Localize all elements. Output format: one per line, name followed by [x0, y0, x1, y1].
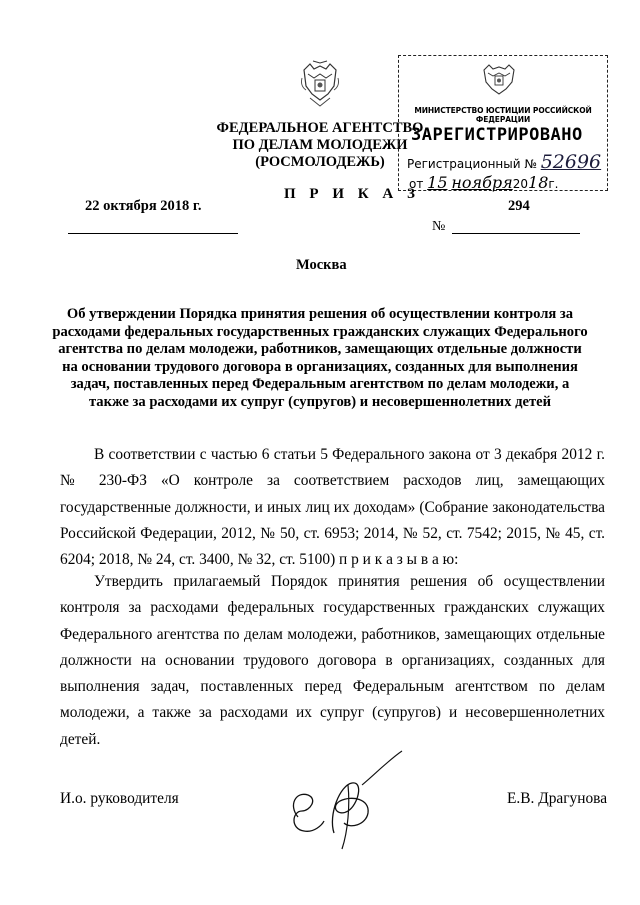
registration-stamp	[398, 55, 608, 191]
stamp-date-month: ноября	[451, 173, 513, 192]
stamp-date-suffix: г.	[548, 177, 559, 191]
date-underline	[68, 233, 238, 234]
stamp-ministry: МИНИСТЕРСТВО ЮСТИЦИИ РОССИЙСКОЙ ФЕДЕРАЦИИ	[414, 106, 592, 124]
agency-line-1: ФЕДЕРАЛЬНОЕ АГЕНТСТВО	[216, 120, 424, 136]
stamp-number-label: Регистрационный №	[407, 157, 537, 171]
stamp-number: 52696	[540, 151, 602, 173]
stamp-date-year: 18	[528, 173, 549, 192]
document-date: 22 октября 2018 г.	[85, 198, 202, 214]
document-number: 294	[508, 198, 530, 214]
signer-name: Е.В. Драгунова	[507, 790, 608, 807]
coat-of-arms-icon	[298, 60, 342, 110]
stamp-number-line	[407, 151, 601, 173]
number-label: №	[432, 219, 446, 234]
agency-name	[210, 120, 430, 171]
stamp-date-year-prefix: 20	[512, 177, 529, 191]
city: Москва	[296, 257, 347, 273]
body-paragraph-2: Утвердить прилагаемый Порядок принятия решения об осуществлении контроля за расходами федеральных государственных гражданских служащих Федерального агентства по делам молодежи, работников, замещающих отдельные должности на основании трудового договора в организациях, созданных для выполнения задач, поставленных перед Федеральным агентством по делам молодежи, а также за расходами их супруг (супругов) и несовершеннолетних детей.	[60, 573, 605, 748]
agency-line-3: (РОСМОЛОДЕЖЬ)	[255, 154, 385, 170]
document-type: П Р И К А З	[284, 186, 420, 202]
stamp-date-day: 15	[427, 173, 448, 192]
signer-role: И.о. руководителя	[60, 790, 179, 807]
document-title: Об утверждении Порядка принятия решения об осуществлении контроля за расходами федеральных государственных гражданских служащих Федерального агентства по делам молодежи, работников, замещающих отдельные должности на основании трудового договора в организациях, созданных для выполнения задач, поставленных перед Федеральным агентством по делам молодежи, а также за расходами их супруг (супругов) и несовершеннолетних детей	[52, 306, 588, 410]
stamp-date-line	[409, 173, 559, 192]
agency-line-2: ПО ДЕЛАМ МОЛОДЕЖИ	[232, 137, 408, 153]
stamp-date-prefix: от	[409, 177, 424, 191]
handwritten-signature	[278, 745, 408, 855]
number-underline	[452, 233, 580, 234]
stamp-registered: ЗАРЕГИСТРИРОВАНО	[411, 125, 583, 145]
stamp-coat-of-arms-icon	[479, 62, 519, 98]
body-paragraph-1: В соответствии с частью 6 статьи 5 Федерального закона от 3 декабря 2012 г. № 230-ФЗ «О контроле за соответствием расходов лиц, замещающих государственные должности, и иных лиц их доходам» (Собрание законодательства Российской Федерации, 2012, № 50, ст. 6953; 2014, № 52, ст. 7542; 2015, № 45, ст. 6204; 2018, № 24, ст. 3400, № 32, ст. 5100) п р и к а з ы в а ю:	[60, 446, 605, 569]
